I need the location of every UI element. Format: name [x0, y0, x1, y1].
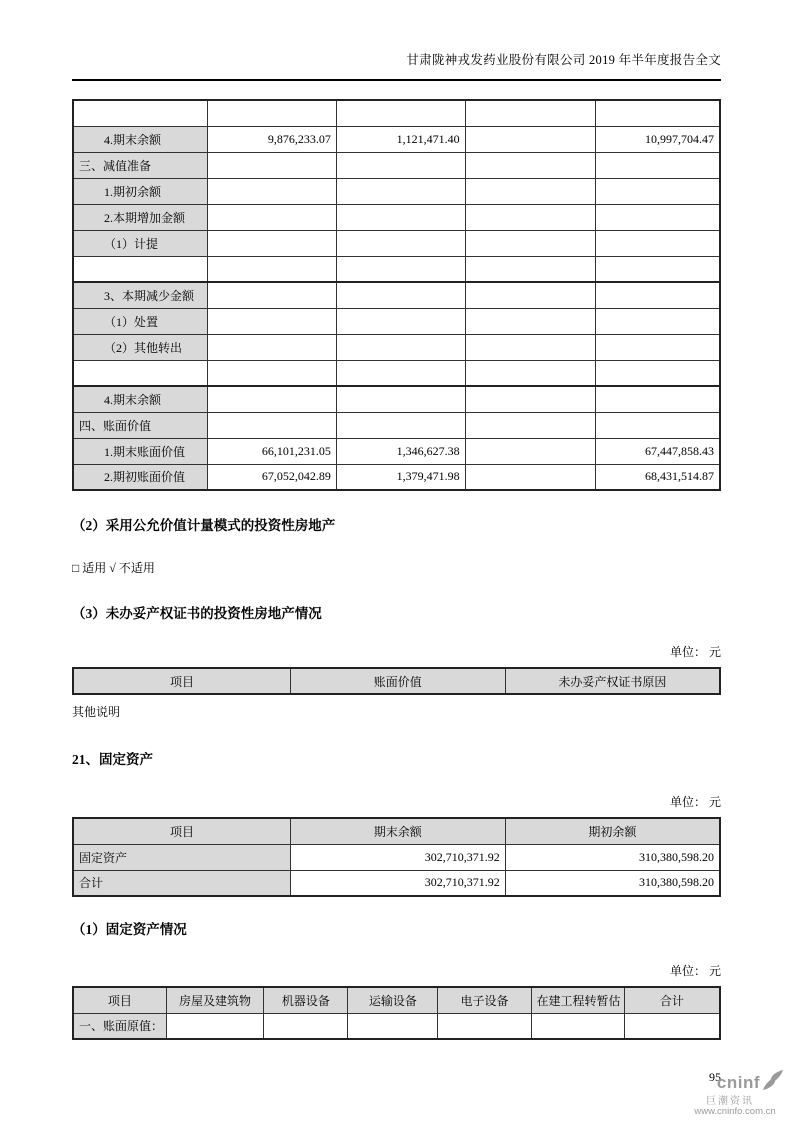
table-row: [73, 256, 720, 282]
row-label: 固定资产: [73, 844, 290, 870]
investment-property-movement-table: [72, 99, 721, 491]
table-row: [73, 1013, 720, 1039]
fixed-assets-detail-table: [72, 986, 721, 1040]
row-label: 3、本期减少金额: [73, 282, 208, 308]
row-label: 2.本期增加金额: [73, 204, 208, 230]
table-row: [73, 178, 720, 204]
row-label: [73, 100, 208, 126]
table-row: 合计 302,710,371.92 310,380,598.20: [73, 870, 720, 896]
unit-label: 单位： 元: [669, 645, 721, 659]
row-label: 四、账面价值: [73, 412, 208, 438]
row-label: （2）其他转出: [73, 334, 208, 360]
no-certificate-table: [72, 667, 721, 695]
row-label: 一、账面原值：: [73, 1013, 166, 1039]
table-row: [73, 230, 720, 256]
table-header-row: [73, 668, 720, 694]
row-label: 合计: [73, 870, 290, 896]
column-header: 账面价值: [290, 668, 505, 694]
row-label: [73, 360, 208, 386]
page-number: 95: [709, 1070, 721, 1084]
table-row: [73, 152, 720, 178]
cninfo-swoosh-icon: [762, 1070, 784, 1095]
column-header: 在建工程转暂估: [531, 987, 624, 1013]
table-row: [73, 360, 720, 386]
table-row: 1.期末账面价值 66,101,231.05 1,346,627.38 67,447,858.43: [73, 438, 720, 464]
row-label: （1）计提: [73, 230, 208, 256]
unit-label: 单位： 元: [669, 795, 721, 809]
column-header: 项目: [73, 818, 290, 844]
table-row: [73, 100, 720, 126]
cninfo-chinese-name: 巨潮资讯: [706, 1095, 754, 1107]
cninfo-logo: [680, 1070, 790, 1118]
table-row: 固定资产 302,710,371.92 310,380,598.20: [73, 844, 720, 870]
column-header: 合计: [624, 987, 720, 1013]
table-row: [73, 282, 720, 308]
row-label: 4.期末余额: [73, 126, 208, 152]
row-label: 1.期初余额: [73, 178, 208, 204]
applicability-line: □ 适用 √ 不适用: [72, 561, 155, 575]
column-header: 运输设备: [348, 987, 438, 1013]
row-label: 2.期初账面价值: [73, 464, 208, 490]
header-divider: [72, 79, 721, 81]
column-header: 期末余额: [290, 818, 505, 844]
column-header: 期初余额: [505, 818, 720, 844]
table-row: [73, 412, 720, 438]
column-header: 房屋及建筑物: [166, 987, 264, 1013]
table-header-row: [73, 987, 720, 1013]
section-heading-fixed-assets-detail: （1）固定资产情况: [72, 922, 187, 937]
fixed-assets-summary-table: [72, 817, 721, 897]
row-label: 三、减值准备: [73, 152, 208, 178]
column-header: 机器设备: [264, 987, 348, 1013]
other-note-label: 其他说明: [72, 705, 121, 719]
column-header: 项目: [73, 668, 290, 694]
document-header-title: 甘肃陇神戎发药业股份有限公司 2019 年半年度报告全文: [406, 53, 721, 67]
table-row: [73, 386, 720, 412]
cninfo-url: www.cninfo.com.cn: [694, 1106, 776, 1118]
table-row: 4.期末余额 9,876,233.07 1,121,471.40 10,997,704.47: [73, 126, 720, 152]
row-label: [73, 256, 208, 282]
unit-label: 单位： 元: [669, 964, 721, 978]
table-row: [73, 204, 720, 230]
section-heading-fair-value-model: （2）采用公允价值计量模式的投资性房地产: [72, 518, 336, 533]
table-row: 2.期初账面价值 67,052,042.89 1,379,471.98 68,431,514.87: [73, 464, 720, 490]
row-label: （1）处置: [73, 308, 208, 334]
section-heading-no-certificate: （3）未办妥产权证书的投资性房地产情况: [72, 606, 322, 621]
column-header: 项目: [73, 987, 166, 1013]
cninfo-brand-text: cninf: [716, 1073, 760, 1093]
table-row: [73, 308, 720, 334]
section-heading-fixed-assets: 21、固定资产: [72, 752, 153, 767]
table-row: [73, 334, 720, 360]
column-header: 电子设备: [438, 987, 531, 1013]
row-label: 4.期末余额: [73, 386, 208, 412]
table-header-row: [73, 818, 720, 844]
row-label: 1.期末账面价值: [73, 438, 208, 464]
column-header: 未办妥产权证书原因: [505, 668, 720, 694]
